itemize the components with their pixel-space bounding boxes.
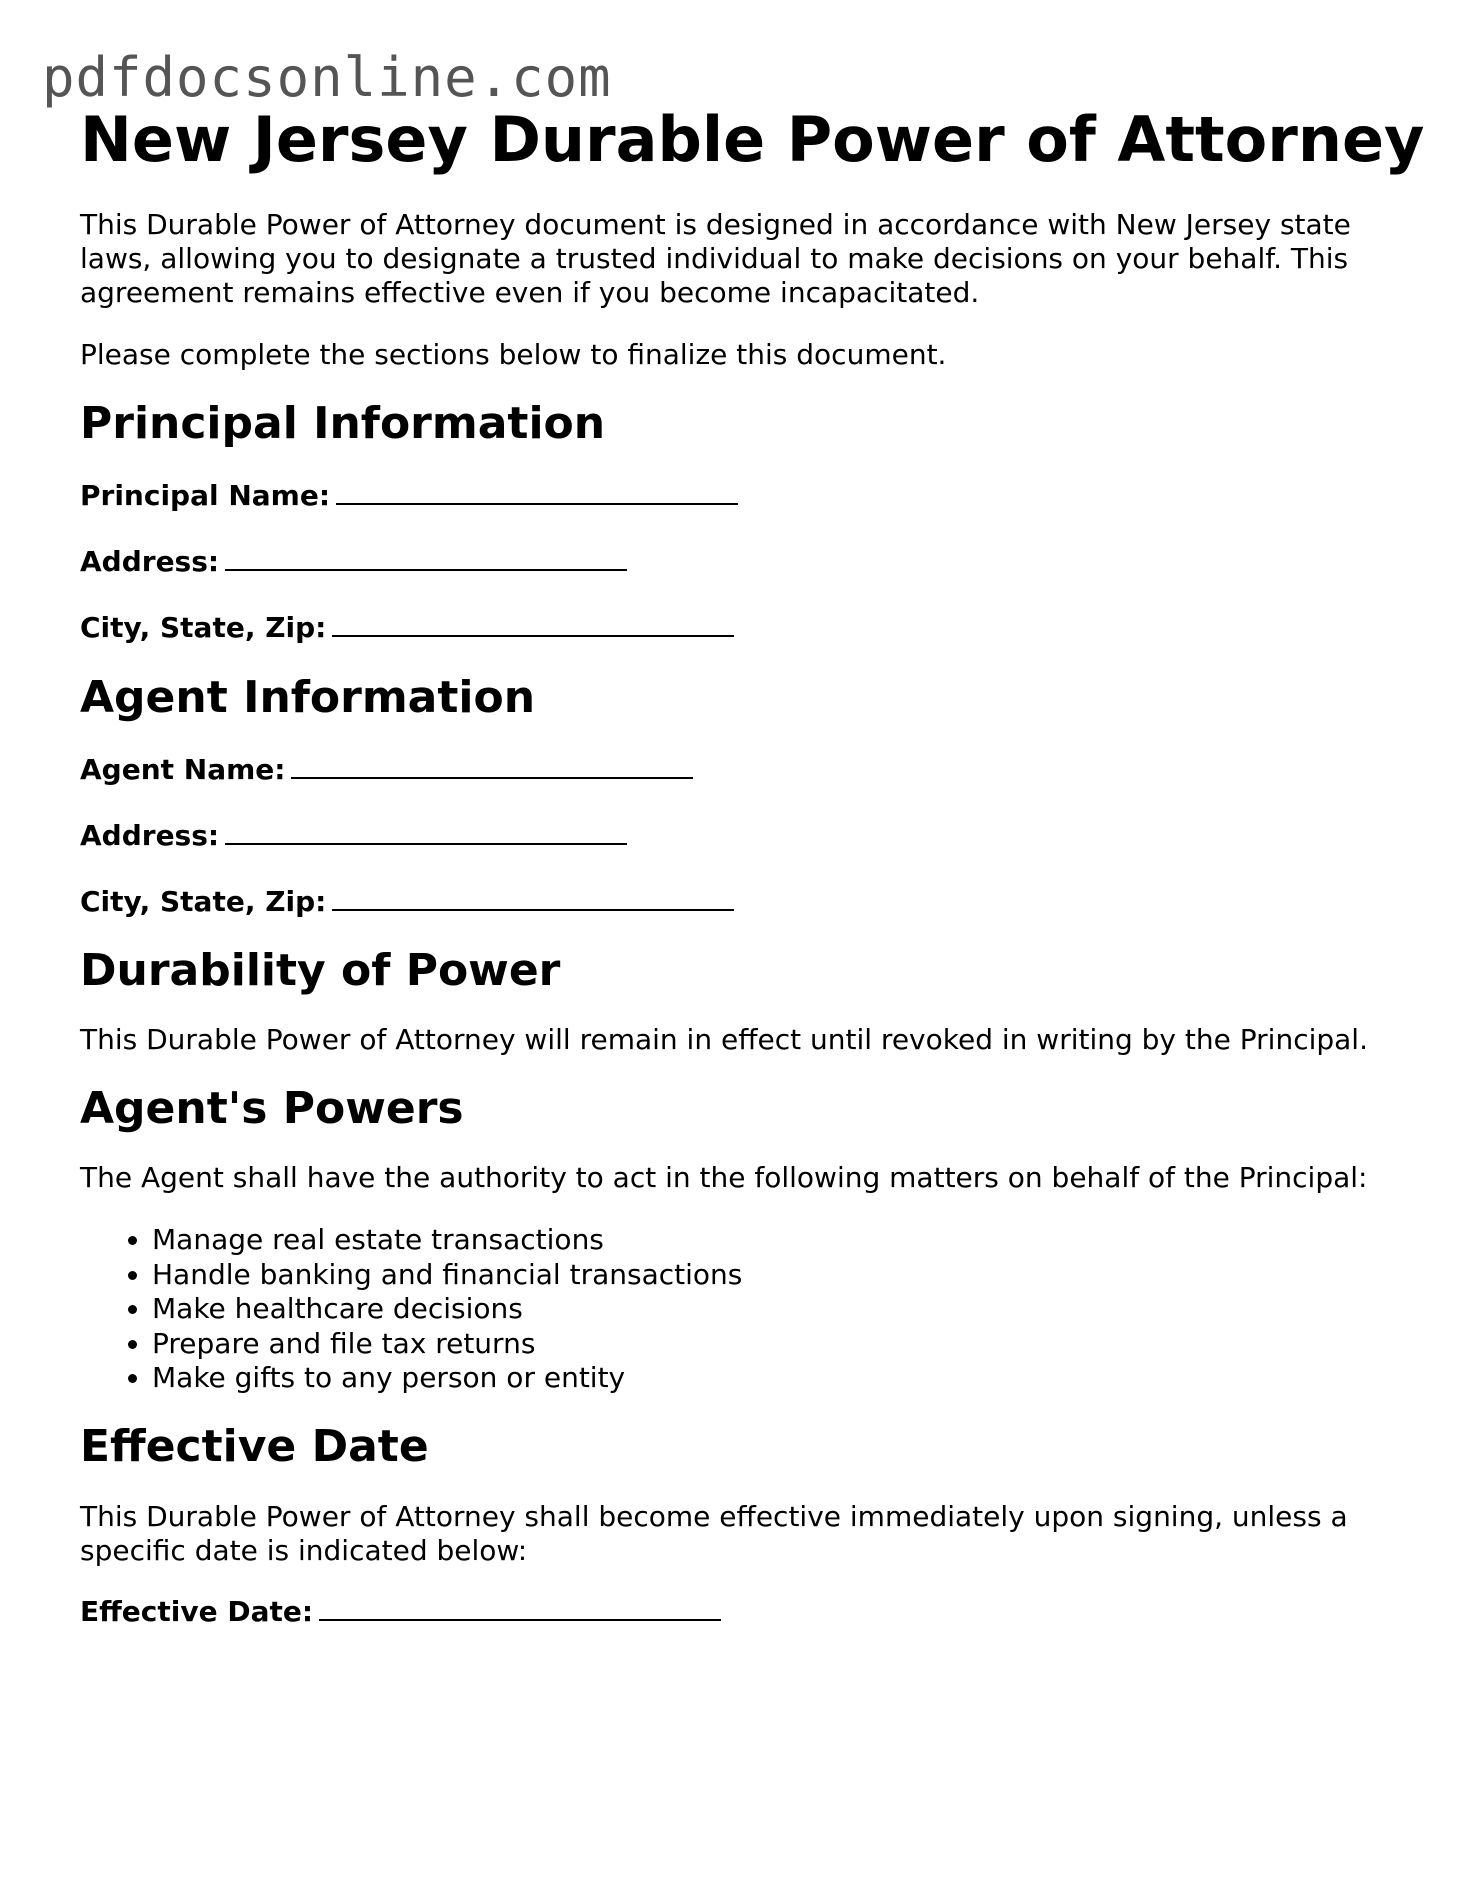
agent-address-input[interactable] xyxy=(225,816,627,845)
document-page xyxy=(80,100,1425,1629)
principal-name-field xyxy=(80,476,1410,513)
field-label: Principal Name: xyxy=(80,479,331,512)
watermark: pdfdocsonline.com xyxy=(42,46,612,109)
effective-heading: Effective Date xyxy=(80,1420,429,1472)
field-label: Effective Date: xyxy=(80,1594,314,1628)
principal-city-state-zip-input[interactable] xyxy=(332,608,734,637)
durability-text: This Durable Power of Attorney will remain in effect until revoked in writing by the Principal. xyxy=(80,1023,1368,1056)
intro-instruction: Please complete the sections below to finalize this document. xyxy=(80,338,947,371)
field-label: City, State, Zip: xyxy=(80,611,327,644)
field-label: Agent Name: xyxy=(80,753,286,786)
agent-heading: Agent Information xyxy=(80,672,536,723)
durability-heading: Durability of Power xyxy=(80,945,561,996)
effective-date-field xyxy=(80,1592,1410,1629)
list-item: • Make gifts to any person or entity xyxy=(152,1361,1410,1396)
principal-address-input[interactable] xyxy=(225,542,627,571)
field-label: Address: xyxy=(80,819,220,852)
list-item: • Manage real estate transactions xyxy=(152,1223,1410,1258)
list-item: • Prepare and file tax returns xyxy=(152,1327,1410,1362)
principal-address-field xyxy=(80,542,1410,579)
agent-city-state-zip-input[interactable] xyxy=(332,882,734,911)
effective-date-input[interactable] xyxy=(319,1592,721,1621)
document-title: New Jersey Durable Power of Attorney xyxy=(80,103,1425,176)
agent-city-state-zip-field xyxy=(80,882,1410,919)
principal-city-state-zip-field xyxy=(80,608,1410,645)
intro-paragraph: This Durable Power of Attorney document is designed in accordance with New Jersey state laws, allowing you to designate a trusted individual to make decisions on your behalf. This agreement remains effective even if you become incapacitated. xyxy=(80,208,1351,309)
field-label: Address: xyxy=(80,545,220,578)
list-item: • Handle banking and financial transactions xyxy=(152,1258,1410,1293)
agent-address-field xyxy=(80,816,1410,853)
field-label: City, State, Zip: xyxy=(80,885,327,918)
agent-name-input[interactable] xyxy=(291,750,693,779)
principal-heading: Principal Information xyxy=(80,398,606,449)
powers-list xyxy=(80,1223,1410,1396)
powers-text: The Agent shall have the authority to act in the following matters on behalf of the Principal: xyxy=(80,1161,1368,1194)
effective-text: This Durable Power of Attorney shall become effective immediately upon signing, unless a specific date is indicated below: xyxy=(80,1499,1348,1567)
agent-name-field xyxy=(80,750,1410,787)
list-item: • Make healthcare decisions xyxy=(152,1292,1410,1327)
powers-heading: Agent's Powers xyxy=(80,1083,464,1134)
principal-name-input[interactable] xyxy=(336,476,738,505)
